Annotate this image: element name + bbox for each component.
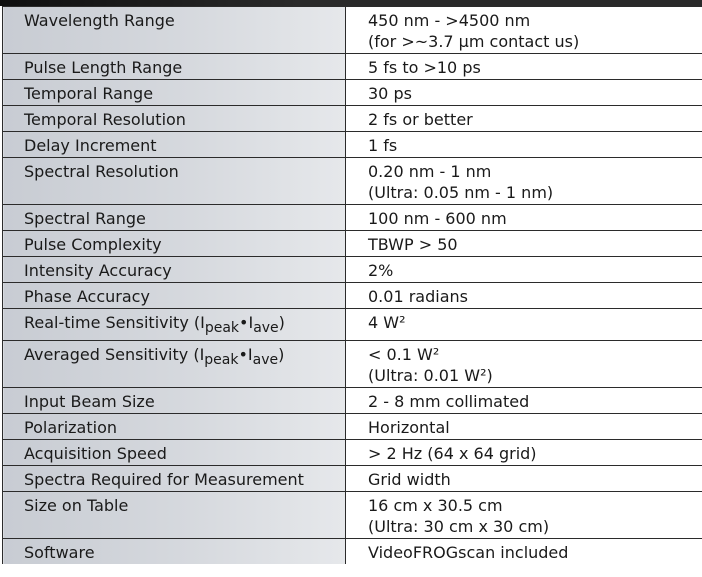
value-phase-accuracy: 0.01 radians [346,283,702,309]
value-line: (for >~3.7 µm contact us) [368,32,580,51]
table-row [3,80,702,106]
table-row [3,309,702,341]
subscript-ave: ave [253,320,279,336]
value-line: < 0.1 W² [368,345,440,364]
value-size-on-table [346,492,702,539]
param-temporal-resolution: Temporal Resolution [3,106,346,132]
param-intensity-accuracy: Intensity Accuracy [3,257,346,283]
value-line: (Ultra: 30 cm x 30 cm) [368,517,550,536]
table-row [3,54,702,80]
param-polarization: Polarization [3,414,346,440]
value-polarization: Horizontal [346,414,702,440]
param-spectral-range: Spectral Range [3,205,346,231]
value-line: 0.20 nm - 1 nm [368,162,492,181]
value-temporal-range: 30 ps [346,80,702,106]
param-text: •I [238,345,253,364]
value-line: (Ultra: 0.05 nm - 1 nm) [368,183,554,202]
subscript-peak: peak [204,320,240,336]
param-acquisition-speed: Acquisition Speed [3,440,346,466]
value-spectral-resolution [346,158,702,205]
table-row [3,283,702,309]
table-row [3,132,702,158]
param-text: Averaged Sensitivity (I [24,345,205,364]
param-wavelength-range: Wavelength Range [3,7,346,54]
value-intensity-accuracy: 2% [346,257,702,283]
param-delay-increment: Delay Increment [3,132,346,158]
table-row [3,388,702,414]
table-row [3,257,702,283]
table-row [3,341,702,388]
value-line: 16 cm x 30.5 cm [368,496,503,515]
param-text: ) [278,345,285,364]
value-line: 450 nm - >4500 nm [368,11,531,30]
value-spectral-range: 100 nm - 600 nm [346,205,702,231]
table-row [3,440,702,466]
value-pulse-length-range: 5 fs to >10 ps [346,54,702,80]
param-spectra-required: Spectra Required for Measurement [3,466,346,492]
param-averaged-sensitivity [3,341,346,388]
table-row [3,106,702,132]
specifications-table [2,6,702,564]
param-realtime-sensitivity [3,309,346,341]
param-phase-accuracy: Phase Accuracy [3,283,346,309]
param-input-beam-size: Input Beam Size [3,388,346,414]
value-delay-increment: 1 fs [346,132,702,158]
value-temporal-resolution: 2 fs or better [346,106,702,132]
value-input-beam-size: 2 - 8 mm collimated [346,388,702,414]
value-acquisition-speed: > 2 Hz (64 x 64 grid) [346,440,702,466]
param-text: Real-time Sensitivity (I [24,313,205,332]
value-pulse-complexity: TBWP > 50 [346,231,702,257]
table-row [3,7,702,54]
subscript-ave: ave [252,352,279,368]
param-size-on-table: Size on Table [3,492,346,539]
value-spectra-required: Grid width [346,466,702,492]
table-row [3,414,702,440]
param-spectral-resolution: Spectral Resolution [3,158,346,205]
value-line: (Ultra: 0.01 W²) [368,366,493,385]
value-software: VideoFROGscan included [346,539,702,565]
param-software: Software [3,539,346,565]
subscript-peak: peak [204,352,239,368]
param-text: ) [278,313,285,332]
value-wavelength-range [346,7,702,54]
value-realtime-sensitivity: 4 W² [346,309,702,341]
table-row [3,205,702,231]
table-row [3,231,702,257]
param-temporal-range: Temporal Range [3,80,346,106]
table-row [3,492,702,539]
param-pulse-complexity: Pulse Complexity [3,231,346,257]
table-row [3,158,702,205]
table-row [3,539,702,565]
param-pulse-length-range: Pulse Length Range [3,54,346,80]
value-averaged-sensitivity [346,341,702,388]
param-text: •I [239,313,254,332]
table-row [3,466,702,492]
